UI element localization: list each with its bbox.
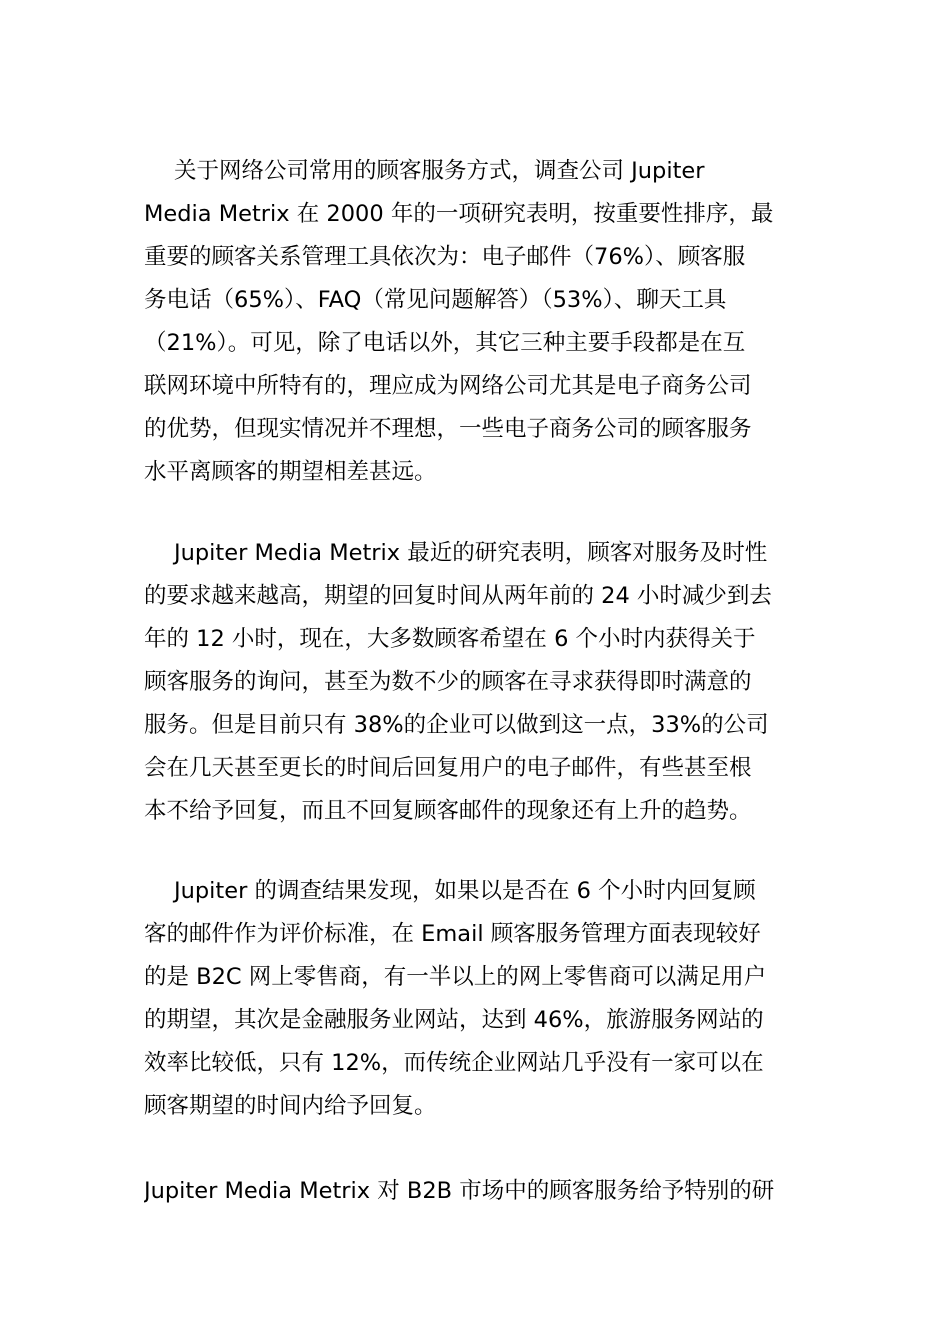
text-line: 客的邮件作为评价标准，在 Email 顾客服务管理方面表现较好 — [144, 921, 761, 947]
text-line: 服务。但是目前只有 38%的企业可以做到这一点，33%的公司 — [144, 712, 769, 738]
text-line: 联网环境中所特有的，理应成为网络公司尤其是电子商务公司 — [144, 373, 752, 399]
text-line: （21%）。可见，除了电话以外，其它三种主要手段都是在互 — [144, 330, 746, 356]
text-line: Media Metrix 在 2000 年的一项研究表明，按重要性排序，最 — [144, 201, 774, 227]
paragraph-customer-service-tools — [144, 150, 808, 494]
text-line: 关于网络公司常用的顾客服务方式，调查公司 Jupiter — [174, 158, 705, 184]
paragraph-response-time — [144, 532, 808, 833]
text-line: 的要求越来越高，期望的回复时间从两年前的 24 小时减少到去 — [144, 583, 772, 609]
text-line: Jupiter Media Metrix 最近的研究表明，顾客对服务及时性 — [174, 540, 768, 566]
text-line: 顾客服务的询问，甚至为数不少的顾客在寻求获得即时满意的 — [144, 669, 752, 695]
text-line: 的优势，但现实情况并不理想，一些电子商务公司的顾客服务 — [144, 416, 752, 442]
text-line: 的期望，其次是金融服务业网站，达到 46%，旅游服务网站的 — [144, 1007, 764, 1033]
text-line: 重要的顾客关系管理工具依次为：电子邮件（76%）、顾客服 — [144, 244, 746, 270]
text-line: 本不给予回复，而且不回复顾客邮件的现象还有上升的趋势。 — [144, 798, 752, 824]
text-line: 务电话（65%）、FAQ（常见问题解答）（53%）、聊天工具 — [144, 287, 727, 313]
paragraph-survey-results — [144, 870, 808, 1128]
text-line: 水平离顾客的期望相差甚远。 — [144, 459, 437, 485]
text-line: Jupiter Media Metrix 对 B2B 市场中的顾客服务给予特别的研 — [144, 1178, 775, 1204]
text-line: 的是 B2C 网上零售商，有一半以上的网上零售商可以满足用户 — [144, 964, 767, 990]
text-line: 效率比较低，只有 12%，而传统企业网站几乎没有一家可以在 — [144, 1050, 764, 1076]
paragraph-b2b-research — [144, 1170, 808, 1213]
text-line: 顾客期望的时间内给予回复。 — [144, 1093, 437, 1119]
text-line: 年的 12 小时，现在，大多数顾客希望在 6 个小时内获得关于 — [144, 626, 756, 652]
text-line: 会在几天甚至更长的时间后回复用户的电子邮件，有些甚至根 — [144, 755, 752, 781]
text-line: Jupiter 的调查结果发现，如果以是否在 6 个小时内回复顾 — [174, 878, 756, 904]
